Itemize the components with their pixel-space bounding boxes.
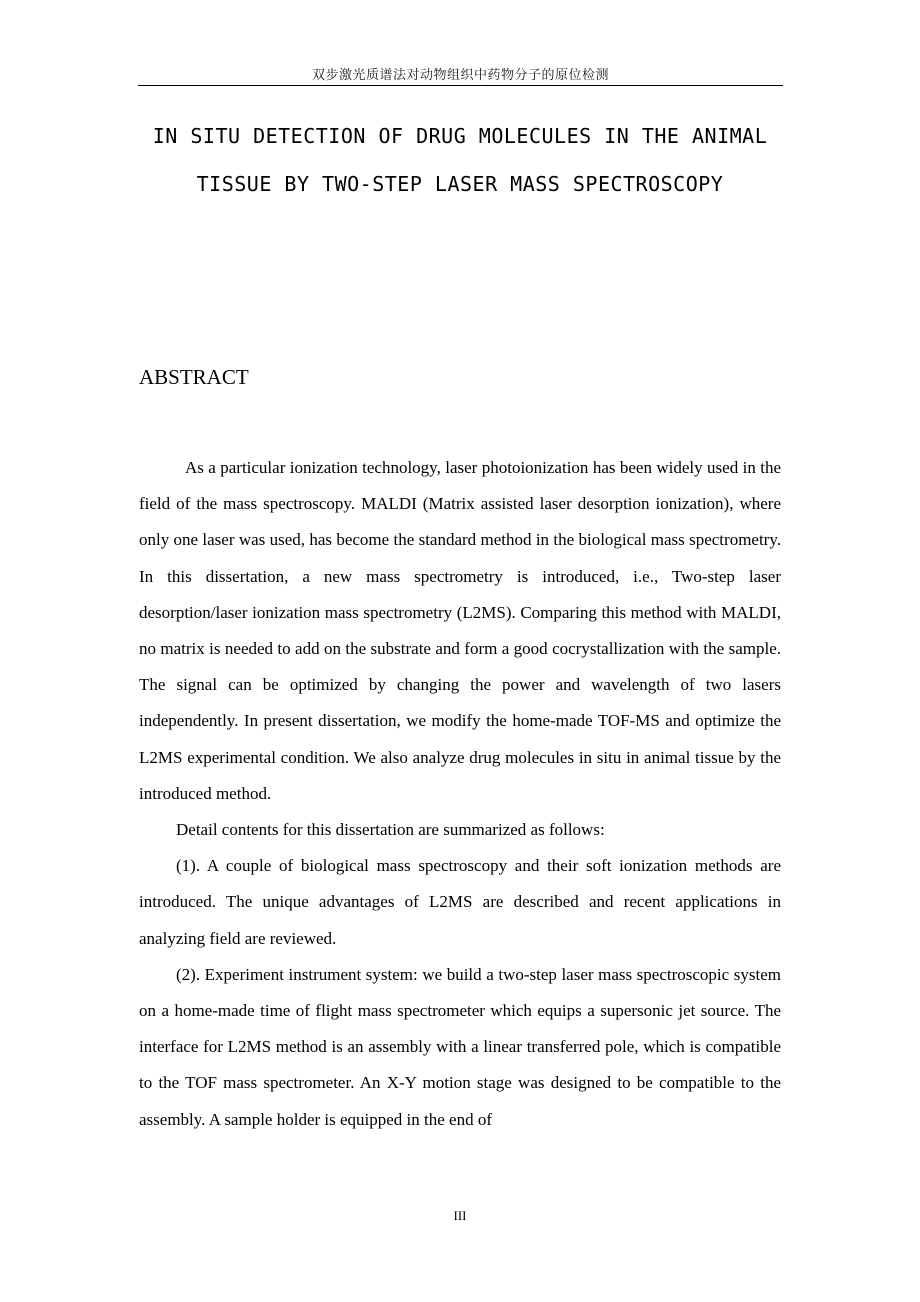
abstract-body [139,450,781,1138]
paper-title-line-1: IN SITU DETECTION OF DRUG MOLECULES IN THE ANIMAL [152,124,768,148]
abstract-paragraph-summary-lead: Detail contents for this dissertation are summarized as follows: [176,820,605,840]
paper-title-line-2: TISSUE BY TWO-STEP LASER MASS SPECTROSCOPY [196,172,724,196]
abstract-paragraph-item-2: (2). Experiment instrument system: we build a two-step laser mass spectroscopic system on a home-made time of flight mass spectrometer which equips a supersonic jet source. The interface for L2MS method is an assembly with a linear transferred pole, which is compatible to the TOF mass spectrometer. An X-Y motion stage was designed to be compatible to the assembly. A sample holder is equipped in the end of [139,964,781,1129]
abstract-paragraph-item-1: (1). A couple of biological mass spectroscopy and their soft ionization methods are introduced. The unique advantages of L2MS are described and recent applications in analyzing field are reviewed. [139,856,781,948]
header-rule [138,85,783,86]
abstract-paragraph-intro: As a particular ionization technology, laser photoionization has been widely used in the field of the mass spectroscopy. MALDI (Matrix assisted laser desorption ionization), where only one laser was used, has become the standard method in the biological mass spectrometry. In this dissertation, a new mass spectrometry is introduced, i.e., Two-step laser desorption/laser ionization mass spectrometry (L2MS). Comparing this method with MALDI, no matrix is needed to add on the substrate and form a good cocrystallization with the sample. The signal can be optimized by changing the power and wavelength of two lasers independently. In present dissertation, we modify the home-made TOF-MS and optimize the L2MS experimental condition. We also analyze drug molecules in situ in animal tissue by the introduced method. [139,458,781,803]
abstract-heading: ABSTRACT [139,365,249,389]
running-header: 双步激光质谱法对动物组织中药物分子的原位检测 [311,67,609,82]
page-number: III [453,1208,467,1223]
